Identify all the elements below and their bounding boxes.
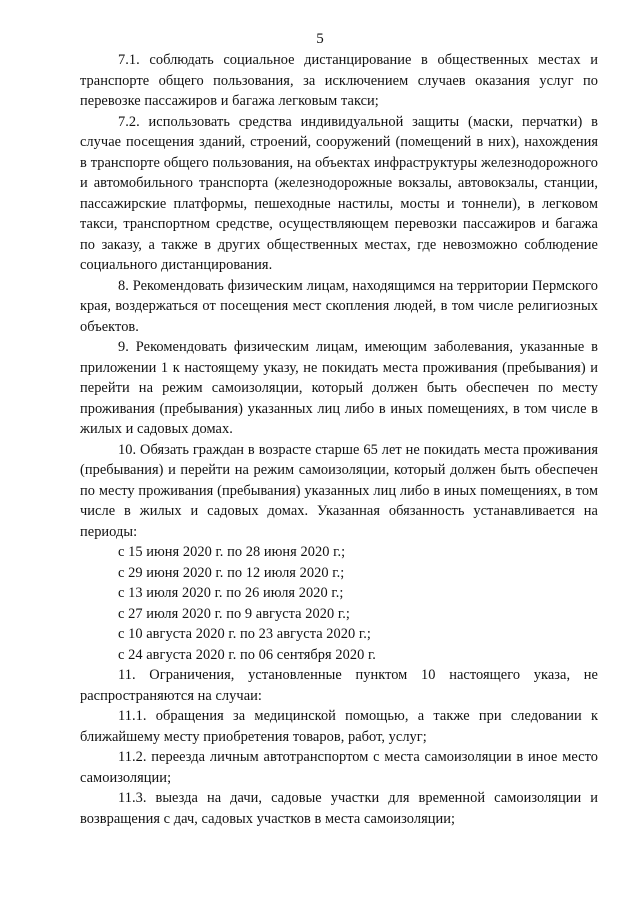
paragraph-7-1: 7.1. соблюдать социальное дистанцирование в общественных местах и транспорте общего пользования, за исключением случаев оказания услуг по перевозке пассажиров и багажа легковым такси;	[80, 52, 598, 109]
paragraph-8: 8. Рекомендовать физическим лицам, находящимся на территории Пермского края, воздержаться от посещения мест скопления людей, в том числе религиозных объектов.	[80, 277, 598, 335]
period-item: с 15 июня 2020 г. по 28 июня 2020 г.;	[118, 544, 346, 560]
document-body	[80, 50, 598, 829]
period-item: с 10 августа 2020 г. по 23 августа 2020 г.;	[118, 626, 371, 642]
paragraph-11-3: 11.3. выезда на дачи, садовые участки для временной самоизоляции и возвращения с дач, садовых участков в места самоизоляции;	[80, 790, 598, 827]
page-number: 5	[316, 31, 324, 47]
paragraph-11-2: 11.2. переезда личным автотранспортом с места самоизоляции в иное место самоизоляции;	[80, 749, 598, 786]
period-item: с 13 июля 2020 г. по 26 июля 2020 г.;	[118, 585, 344, 601]
paragraph-11-1: 11.1. обращения за медицинской помощью, а также при следовании к ближайшему месту приобретения товаров, работ, услуг;	[80, 708, 598, 745]
period-item: с 27 июля 2020 г. по 9 августа 2020 г.;	[118, 605, 350, 622]
paragraph-7-2: 7.2. использовать средства индивидуальной защиты (маски, перчатки) в случае посещения зданий, строений, сооружений (помещений в них), нахождения в транспорте общего пользования, на объектах инфраструктуры железнодорожного и автомобильного транспорта (железнодорожные вокзалы, автовокзалы, станции, пассажирские платформы, пешеходные настилы, мосты и тоннели), в легковом такси, транспортном средстве, осуществляющем перевозки пассажиров и багажа по заказу, а также в других общественных местах, где невозможно соблюдение социального дистанцирования.	[80, 113, 598, 273]
period-item: с 24 августа 2020 г. по 06 сентября 2020 г.	[118, 646, 376, 663]
paragraph-11: 11. Ограничения, установленные пунктом 10 настоящего указа, не распространяются на случаи:	[80, 667, 598, 704]
period-item: с 29 июня 2020 г. по 12 июля 2020 г.;	[118, 564, 345, 581]
paragraph-10: 10. Обязать граждан в возрасте старше 65 лет не покидать места проживания (пребывания) и перейти на режим самоизоляции, который должен быть обеспечен по месту проживания (пребывания) указанных лиц либо в иных помещениях, в том числе в жилых и садовых домах. Указанная обязанность устанавливается на периоды:	[80, 441, 598, 540]
paragraph-9: 9. Рекомендовать физическим лицам, имеющим заболевания, указанные в приложении 1 к настоящему указу, не покидать места проживания (пребывания) и перейти на режим самоизоляции, который должен быть обеспечен по месту проживания (пребывания) указанных лиц либо в иных помещениях, в том числе в жилых и садовых домах.	[80, 339, 598, 437]
